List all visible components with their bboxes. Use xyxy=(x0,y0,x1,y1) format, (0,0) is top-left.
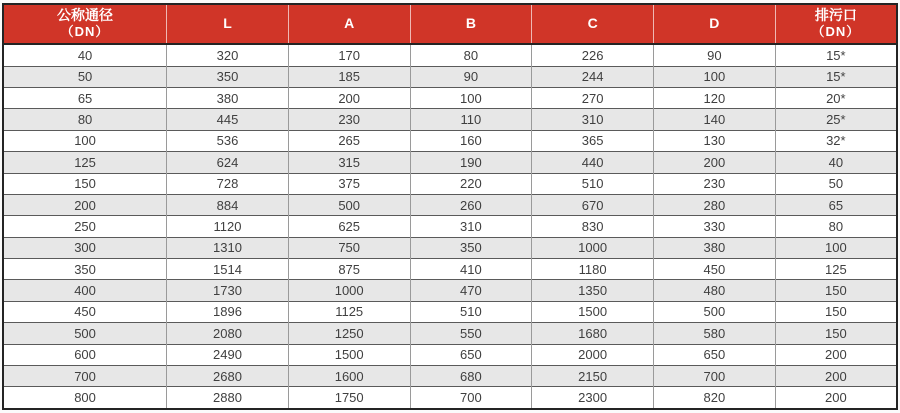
table-cell: 15* xyxy=(775,44,897,66)
table-cell: 50 xyxy=(3,66,167,87)
table-cell: 200 xyxy=(775,344,897,365)
table-cell: 100 xyxy=(410,88,532,109)
table-cell: 500 xyxy=(288,194,410,215)
table-cell: 315 xyxy=(288,152,410,173)
table-cell: 260 xyxy=(410,194,532,215)
table-cell: 400 xyxy=(3,280,167,301)
col-header-label: D xyxy=(709,15,720,32)
table-cell: 230 xyxy=(288,109,410,130)
table-cell: 150 xyxy=(775,323,897,344)
col-header-label: 排污口 xyxy=(814,7,857,23)
table-cell: 15* xyxy=(775,66,897,87)
table-cell: 310 xyxy=(410,216,532,237)
table-cell: 700 xyxy=(653,365,775,386)
table-cell: 1310 xyxy=(167,237,289,258)
table-cell: 1600 xyxy=(288,365,410,386)
table-cell: 110 xyxy=(410,109,532,130)
table-cell: 1000 xyxy=(532,237,654,258)
table-cell: 510 xyxy=(532,173,654,194)
table-row xyxy=(3,88,897,109)
table-cell: 680 xyxy=(410,365,532,386)
table-cell: 100 xyxy=(775,237,897,258)
table-cell: 625 xyxy=(288,216,410,237)
col-header-D xyxy=(653,4,775,44)
col-header-label: 公称通径 xyxy=(57,7,114,23)
col-header-C xyxy=(532,4,654,44)
table-cell: 120 xyxy=(653,88,775,109)
table-row xyxy=(3,66,897,87)
table-cell: 230 xyxy=(653,173,775,194)
table-cell: 480 xyxy=(653,280,775,301)
col-header-L xyxy=(167,4,289,44)
table-cell: 470 xyxy=(410,280,532,301)
table-cell: 220 xyxy=(410,173,532,194)
table-row xyxy=(3,44,897,66)
table-cell: 1125 xyxy=(288,301,410,322)
table-cell: 1680 xyxy=(532,323,654,344)
table-cell: 150 xyxy=(3,173,167,194)
table-cell: 2880 xyxy=(167,387,289,409)
table-cell: 160 xyxy=(410,130,532,151)
table-row xyxy=(3,280,897,301)
table-cell: 350 xyxy=(410,237,532,258)
table-row xyxy=(3,301,897,322)
table-cell: 32* xyxy=(775,130,897,151)
table-cell: 125 xyxy=(775,259,897,280)
table-cell: 1750 xyxy=(288,387,410,409)
table-cell: 624 xyxy=(167,152,289,173)
table-cell: 1000 xyxy=(288,280,410,301)
table-cell: 650 xyxy=(653,344,775,365)
table-cell: 150 xyxy=(775,301,897,322)
table-cell: 150 xyxy=(775,280,897,301)
table-cell: 310 xyxy=(532,109,654,130)
table-cell: 90 xyxy=(653,44,775,66)
col-header-B xyxy=(410,4,532,44)
table-row xyxy=(3,216,897,237)
table-cell: 2680 xyxy=(167,365,289,386)
table-row xyxy=(3,323,897,344)
table-cell: 700 xyxy=(410,387,532,409)
table-cell: 200 xyxy=(3,194,167,215)
col-header-sublabel: （DN） xyxy=(811,24,861,40)
table-cell: 100 xyxy=(653,66,775,87)
table-cell: 170 xyxy=(288,44,410,66)
table-cell: 300 xyxy=(3,237,167,258)
table-cell: 190 xyxy=(410,152,532,173)
table-cell: 450 xyxy=(3,301,167,322)
table-cell: 2000 xyxy=(532,344,654,365)
table-cell: 510 xyxy=(410,301,532,322)
table-cell: 130 xyxy=(653,130,775,151)
table-cell: 728 xyxy=(167,173,289,194)
table-cell: 600 xyxy=(3,344,167,365)
table-row xyxy=(3,237,897,258)
table-cell: 884 xyxy=(167,194,289,215)
table-cell: 1730 xyxy=(167,280,289,301)
table-cell: 670 xyxy=(532,194,654,215)
table-cell: 65 xyxy=(3,88,167,109)
header-row xyxy=(3,4,897,44)
table-cell: 1514 xyxy=(167,259,289,280)
table-cell: 185 xyxy=(288,66,410,87)
table-cell: 500 xyxy=(653,301,775,322)
table-cell: 25* xyxy=(775,109,897,130)
table-cell: 2150 xyxy=(532,365,654,386)
table-cell: 875 xyxy=(288,259,410,280)
table-row xyxy=(3,365,897,386)
table-cell: 450 xyxy=(653,259,775,280)
table-cell: 820 xyxy=(653,387,775,409)
col-header-A xyxy=(288,4,410,44)
table-row xyxy=(3,259,897,280)
table-row xyxy=(3,344,897,365)
table-cell: 830 xyxy=(532,216,654,237)
table-cell: 550 xyxy=(410,323,532,344)
table-cell: 350 xyxy=(167,66,289,87)
table-cell: 580 xyxy=(653,323,775,344)
table-cell: 380 xyxy=(653,237,775,258)
table-cell: 250 xyxy=(3,216,167,237)
table-cell: 650 xyxy=(410,344,532,365)
table-cell: 1896 xyxy=(167,301,289,322)
table-cell: 200 xyxy=(775,365,897,386)
table-cell: 2300 xyxy=(532,387,654,409)
col-header-label: L xyxy=(223,15,232,32)
table-cell: 330 xyxy=(653,216,775,237)
table-cell: 440 xyxy=(532,152,654,173)
table-cell: 20* xyxy=(775,88,897,109)
table-cell: 2490 xyxy=(167,344,289,365)
table-cell: 200 xyxy=(653,152,775,173)
table-cell: 40 xyxy=(3,44,167,66)
table-row xyxy=(3,173,897,194)
table-row xyxy=(3,152,897,173)
table-cell: 750 xyxy=(288,237,410,258)
table-cell: 125 xyxy=(3,152,167,173)
table-cell: 320 xyxy=(167,44,289,66)
table-cell: 270 xyxy=(532,88,654,109)
table-cell: 380 xyxy=(167,88,289,109)
table-cell: 500 xyxy=(3,323,167,344)
table-cell: 800 xyxy=(3,387,167,409)
table-cell: 200 xyxy=(775,387,897,409)
table-cell: 410 xyxy=(410,259,532,280)
table-cell: 90 xyxy=(410,66,532,87)
table-cell: 200 xyxy=(288,88,410,109)
col-header-drain-port xyxy=(775,4,897,44)
table-cell: 536 xyxy=(167,130,289,151)
col-header-sublabel: （DN） xyxy=(60,24,110,40)
table-cell: 1500 xyxy=(532,301,654,322)
dimensions-table-container xyxy=(2,3,898,410)
table-cell: 65 xyxy=(775,194,897,215)
table-row xyxy=(3,130,897,151)
table-cell: 1250 xyxy=(288,323,410,344)
table-cell: 1120 xyxy=(167,216,289,237)
col-header-label: A xyxy=(344,15,355,32)
table-cell: 244 xyxy=(532,66,654,87)
table-cell: 50 xyxy=(775,173,897,194)
table-cell: 700 xyxy=(3,365,167,386)
table-cell: 100 xyxy=(3,130,167,151)
col-header-nominal-diameter xyxy=(3,4,167,44)
table-cell: 1500 xyxy=(288,344,410,365)
table-cell: 1350 xyxy=(532,280,654,301)
col-header-label: C xyxy=(587,15,598,32)
table-row xyxy=(3,194,897,215)
table-row xyxy=(3,387,897,409)
col-header-label: B xyxy=(465,15,476,32)
table-cell: 2080 xyxy=(167,323,289,344)
table-cell: 365 xyxy=(532,130,654,151)
table-cell: 80 xyxy=(3,109,167,130)
table-cell: 80 xyxy=(775,216,897,237)
table-cell: 350 xyxy=(3,259,167,280)
table-cell: 1180 xyxy=(532,259,654,280)
table-cell: 280 xyxy=(653,194,775,215)
table-row xyxy=(3,109,897,130)
dimensions-table xyxy=(2,3,898,410)
table-cell: 40 xyxy=(775,152,897,173)
table-cell: 265 xyxy=(288,130,410,151)
table-body xyxy=(3,44,897,409)
table-cell: 140 xyxy=(653,109,775,130)
table-cell: 445 xyxy=(167,109,289,130)
table-cell: 80 xyxy=(410,44,532,66)
table-cell: 226 xyxy=(532,44,654,66)
table-cell: 375 xyxy=(288,173,410,194)
